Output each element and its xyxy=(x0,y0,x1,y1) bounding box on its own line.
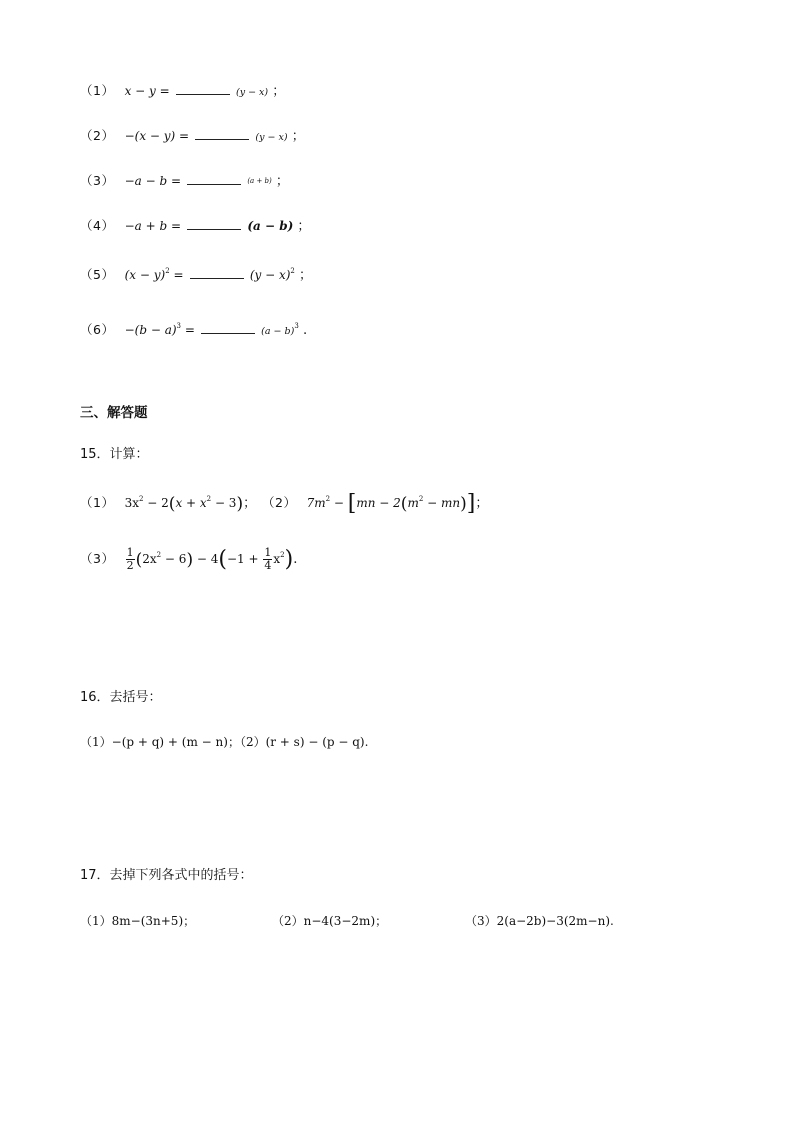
exponent: 3 xyxy=(176,322,181,330)
item-end: ； xyxy=(272,84,286,99)
item-end: . xyxy=(302,323,308,338)
item-lhs-tail: = xyxy=(169,268,184,282)
item-rhs: (y − x) xyxy=(235,87,269,98)
item-end: ； xyxy=(275,174,289,189)
item-end: ； xyxy=(291,129,305,144)
answer-blank[interactable] xyxy=(187,218,241,230)
paren: ( xyxy=(400,494,408,514)
item-number: （1） xyxy=(80,83,115,98)
item-lhs: x − y = xyxy=(124,84,170,98)
part-number: （1） xyxy=(80,495,115,510)
bracket: ] xyxy=(466,491,476,516)
fill-in-item-4 xyxy=(80,218,310,235)
item-end: ； xyxy=(475,496,489,511)
item-lhs-tail: = xyxy=(181,323,195,337)
exponent: 2 xyxy=(165,267,170,275)
paren: ( xyxy=(135,550,143,570)
item-number: （3） xyxy=(80,173,115,188)
item-rhs: (y − x) xyxy=(249,268,291,282)
exponent: 3 xyxy=(294,322,299,330)
exponent: 2 xyxy=(290,267,295,275)
fraction xyxy=(126,547,135,572)
exponent: 2 xyxy=(325,495,331,503)
fill-in-item-5 xyxy=(80,267,312,284)
expr: − 4 xyxy=(193,552,219,566)
item-end: ； xyxy=(299,268,313,283)
item-rhs: (a − b) xyxy=(261,326,295,337)
exponent: 2 xyxy=(139,495,144,503)
answer-blank[interactable] xyxy=(187,173,241,185)
item-number: （6） xyxy=(80,322,115,337)
expr: 7m xyxy=(306,496,326,510)
expr: x + x xyxy=(175,496,207,510)
answer-blank[interactable] xyxy=(190,267,244,279)
item-lhs: −a − b = xyxy=(124,174,182,188)
expr: − 2 xyxy=(143,496,169,510)
expr: 3x xyxy=(124,496,139,510)
exponent: 2 xyxy=(156,551,162,559)
item-lhs: −(x − y) = xyxy=(124,129,190,143)
item-end: . xyxy=(293,552,298,567)
paren: ) xyxy=(460,494,467,514)
item-rhs: (a − b) xyxy=(247,219,294,233)
expr: x xyxy=(273,552,281,566)
item-rhs: (a + b) xyxy=(247,177,272,185)
expr: − 6 xyxy=(161,552,187,566)
expr: 2x xyxy=(142,552,157,566)
question-15-title: 15．计算： xyxy=(80,447,149,462)
expr: mn − 2 xyxy=(356,496,401,510)
question-17-part-1: （1）8m−(3n+5)； xyxy=(80,914,196,928)
expr: − mn xyxy=(423,496,461,510)
question-16-expressions: （1）−(p + q) + (m − n)；（2）(r + s) − (p − q). xyxy=(80,735,369,749)
answer-blank[interactable] xyxy=(195,128,249,140)
expr: m xyxy=(407,496,419,510)
part-number: （2） xyxy=(262,495,297,510)
item-end: ； xyxy=(297,219,311,234)
expr: − 3 xyxy=(211,496,237,510)
bracket: [ xyxy=(347,491,357,516)
question-15-part-2 xyxy=(262,491,489,516)
paren: ) xyxy=(236,494,244,514)
fill-in-item-6 xyxy=(80,322,307,340)
fill-in-item-2 xyxy=(80,128,305,146)
item-rhs: (y − x) xyxy=(255,132,288,143)
fill-in-item-1 xyxy=(80,83,285,101)
item-lhs: −a + b = xyxy=(124,219,182,233)
question-17-title: 17．去掉下列各式中的括号： xyxy=(80,868,253,883)
item-number: （5） xyxy=(80,267,115,282)
paren: ) xyxy=(284,547,294,572)
answer-blank[interactable] xyxy=(176,83,230,95)
question-16-title: 16．去括号： xyxy=(80,690,162,705)
paren: ( xyxy=(218,547,227,572)
item-end: ； xyxy=(243,496,257,511)
expr: −1 + xyxy=(227,552,263,566)
paren: ( xyxy=(168,494,176,514)
paren: ) xyxy=(186,550,194,570)
answer-blank[interactable] xyxy=(201,322,255,334)
fill-in-item-3 xyxy=(80,173,289,190)
part-number: （3） xyxy=(80,551,115,566)
section-title: 三、解答题 xyxy=(80,405,148,421)
item-lhs: (x − y) xyxy=(124,268,166,282)
expr: − xyxy=(330,496,348,510)
question-17-part-3: （3）2(a−2b)−3(2m−n). xyxy=(465,914,614,928)
question-15-part-1 xyxy=(80,495,256,512)
exponent: 2 xyxy=(280,551,285,559)
fraction xyxy=(263,547,272,572)
item-number: （4） xyxy=(80,218,115,233)
item-lhs: −(b − a) xyxy=(124,323,177,337)
denominator: 4 xyxy=(264,559,272,572)
question-15-part-3 xyxy=(80,546,297,573)
numerator: 1 xyxy=(126,546,134,559)
question-17-part-2: （2）n−4(3−2m)； xyxy=(272,914,388,928)
numerator: 1 xyxy=(264,546,272,559)
item-number: （2） xyxy=(80,128,115,143)
exponent: 2 xyxy=(206,495,212,503)
denominator: 2 xyxy=(126,559,134,572)
exponent: 2 xyxy=(418,495,424,503)
